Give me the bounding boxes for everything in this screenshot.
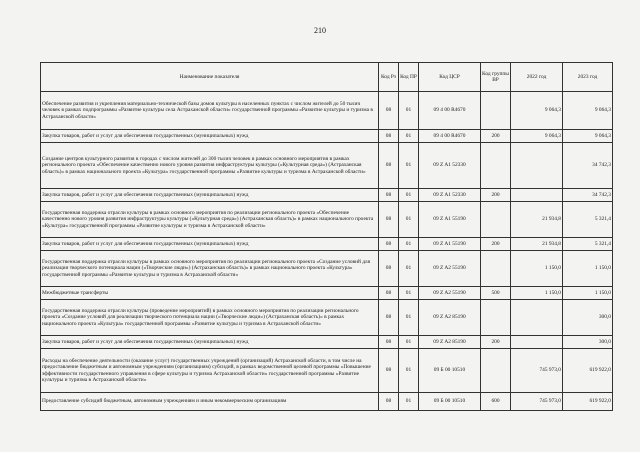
table-row (41, 238, 613, 251)
row-2023: 34 742,3 (563, 143, 613, 189)
header-pr: Код ПР (399, 63, 419, 92)
row-name: Закупка товаров, работ и услуг для обеспечения государственных (муниципальных) нужд (41, 336, 379, 349)
header-vr: Код группы ВР (481, 63, 511, 92)
row-name: Государственная поддержка отрасли культуры в рамках основного мероприятия по реализации регионального проекта «Обеспечение качественно нового уровня развития инфраструктуры культуры («Культурная среда») (Астраханская область)» в рамках национального проекта «Культура» государственной программы «Развитие культуры и туризма в Астраханской области» (41, 202, 379, 238)
header-name: Наименование показателя (41, 63, 379, 92)
row-name: Обеспечение развития и укрепления материально-технической базы домов культуры в населенных пунктах с числом жителей до 50 тысяч человек в рамках подпрограммы «Развитие культуры села Астраханской области» государственной программы «Развитие культуры и туризма в Астраханской области» (41, 92, 379, 130)
row-pr: 01 (399, 92, 419, 130)
table-row (41, 336, 613, 349)
row-pr: 01 (399, 143, 419, 189)
row-rz: 08 (379, 300, 399, 336)
row-2023: 1 150,0 (563, 251, 613, 287)
row-vr (481, 300, 511, 336)
row-name: Межбюджетные трансферты (41, 287, 379, 300)
row-pr: 01 (399, 251, 419, 287)
page-number: 210 (314, 26, 326, 35)
row-rz: 08 (379, 202, 399, 238)
row-rz: 08 (379, 92, 399, 130)
row-2022: 21 934,8 (511, 238, 563, 251)
row-vr (481, 143, 511, 189)
row-csr: 09 Z A1 52330 (419, 143, 481, 189)
row-csr: 09 Z A1 55190 (419, 202, 481, 238)
row-csr: 09 Z A2 55190 (419, 251, 481, 287)
row-name: Предоставление субсидий бюджетным, автономным учреждениям и иным некоммерческим организациям (41, 393, 379, 411)
row-csr: 09 Б 00 10510 (419, 349, 481, 393)
row-2023: 619 922,0 (563, 393, 613, 411)
row-name: Создание центров культурного развития в городах с числом жителей до 300 тысяч человек в рамках основного мероприятия в рамках регионального проекта «Обеспечение качественно нового уровня развития инфраструктуры культуры («Культурная среда») (Астраханская область)» в рамках национального проекта «Культура» государственной программы «Развитие культуры и туризма в Астраханской области» (41, 143, 379, 189)
row-rz: 08 (379, 349, 399, 393)
row-pr: 01 (399, 202, 419, 238)
row-2023: 300,0 (563, 300, 613, 336)
row-pr: 01 (399, 238, 419, 251)
row-csr: 09 Z A2 55190 (419, 287, 481, 300)
row-rz: 08 (379, 143, 399, 189)
row-vr (481, 202, 511, 238)
row-2022 (511, 189, 563, 202)
row-2022: 745 973,0 (511, 393, 563, 411)
row-pr: 01 (399, 336, 419, 349)
row-2023: 1 150,0 (563, 287, 613, 300)
row-name: Закупка товаров, работ и услуг для обеспечения государственных (муниципальных) нужд (41, 238, 379, 251)
row-vr (481, 92, 511, 130)
row-2022: 745 973,0 (511, 349, 563, 393)
row-2022: 1 150,0 (511, 287, 563, 300)
table-row (41, 393, 613, 411)
table-row (41, 143, 613, 189)
table-row (41, 130, 613, 143)
row-name: Государственная поддержка отрасли культуры в рамках основного мероприятия по реализации регионального проекта «Создание условий для реализации творческого потенциала нации («Творческие люди») (Астраханская область)» в рамках национального проекта «Культура» государственной программы «Развитие культуры и туризма в Астраханской области» (41, 251, 379, 287)
header-2022: 2022 год (511, 63, 563, 92)
table-row (41, 349, 613, 393)
row-2023: 300,0 (563, 336, 613, 349)
table-header-row (41, 63, 613, 92)
header-2023: 2023 год (563, 63, 613, 92)
table-row (41, 300, 613, 336)
row-csr: 09 Z A1 52330 (419, 189, 481, 202)
row-2023: 9 064,3 (563, 92, 613, 130)
row-vr: 200 (481, 130, 511, 143)
row-vr (481, 349, 511, 393)
row-2023: 5 321,4 (563, 238, 613, 251)
header-rz: Код Рз (379, 63, 399, 92)
row-vr: 600 (481, 393, 511, 411)
row-2022: 9 064,3 (511, 92, 563, 130)
row-vr: 500 (481, 287, 511, 300)
header-csr: Код ЦСР (419, 63, 481, 92)
row-csr: 09 4 00 R4670 (419, 92, 481, 130)
budget-table (40, 62, 613, 411)
row-2023: 5 321,4 (563, 202, 613, 238)
row-pr: 01 (399, 189, 419, 202)
row-2022 (511, 336, 563, 349)
row-2022: 21 934,8 (511, 202, 563, 238)
row-csr: 09 Б 00 10510 (419, 393, 481, 411)
table-row (41, 287, 613, 300)
table-row (41, 189, 613, 202)
row-pr: 01 (399, 393, 419, 411)
row-vr: 200 (481, 238, 511, 251)
row-2022: 9 064,3 (511, 130, 563, 143)
row-vr: 200 (481, 336, 511, 349)
row-rz: 08 (379, 130, 399, 143)
row-rz: 08 (379, 238, 399, 251)
row-2023: 9 064,3 (563, 130, 613, 143)
row-name: Расходы на обеспечение деятельности (оказание услуг) государственных учреждений (организаций) Астраханской области, в том числе на предоставление бюджетным и автономным учреждениям (организациям) субсидий, в рамках ведомственной целевой программы «Повышение эффективности государственного управления в сфере культуры и туризма Астраханской области» государственной программы «Развитие культуры и туризма в Астраханской области» (41, 349, 379, 393)
table-row (41, 251, 613, 287)
table-row (41, 92, 613, 130)
row-pr: 01 (399, 130, 419, 143)
row-2023: 619 922,0 (563, 349, 613, 393)
row-rz: 08 (379, 189, 399, 202)
row-csr: 09 Z A1 55190 (419, 238, 481, 251)
row-2023: 34 742,3 (563, 189, 613, 202)
row-rz: 08 (379, 287, 399, 300)
row-2022 (511, 300, 563, 336)
row-vr: 200 (481, 189, 511, 202)
row-csr: 09 4 00 R4670 (419, 130, 481, 143)
row-rz: 08 (379, 393, 399, 411)
row-vr (481, 251, 511, 287)
table-row (41, 202, 613, 238)
row-pr: 01 (399, 287, 419, 300)
row-2022: 1 150,0 (511, 251, 563, 287)
row-rz: 08 (379, 251, 399, 287)
row-name: Закупка товаров, работ и услуг для обеспечения государственных (муниципальных) нужд (41, 189, 379, 202)
row-csr: 09 Z A2 85190 (419, 336, 481, 349)
row-name: Государственная поддержка отрасли культуры (проведение мероприятий) в рамках основного мероприятия по реализации регионального проекта «Создание условий для реализации творческого потенциала нации («Творческие люди») (Астраханская область)» в рамках национального проекта «Культура» государственной программы «Развитие культуры и туризма в Астраханской области» (41, 300, 379, 336)
row-rz: 08 (379, 336, 399, 349)
row-pr: 01 (399, 349, 419, 393)
row-pr: 01 (399, 300, 419, 336)
row-csr: 09 Z A2 85190 (419, 300, 481, 336)
row-2022 (511, 143, 563, 189)
row-name: Закупка товаров, работ и услуг для обеспечения государственных (муниципальных) нужд (41, 130, 379, 143)
